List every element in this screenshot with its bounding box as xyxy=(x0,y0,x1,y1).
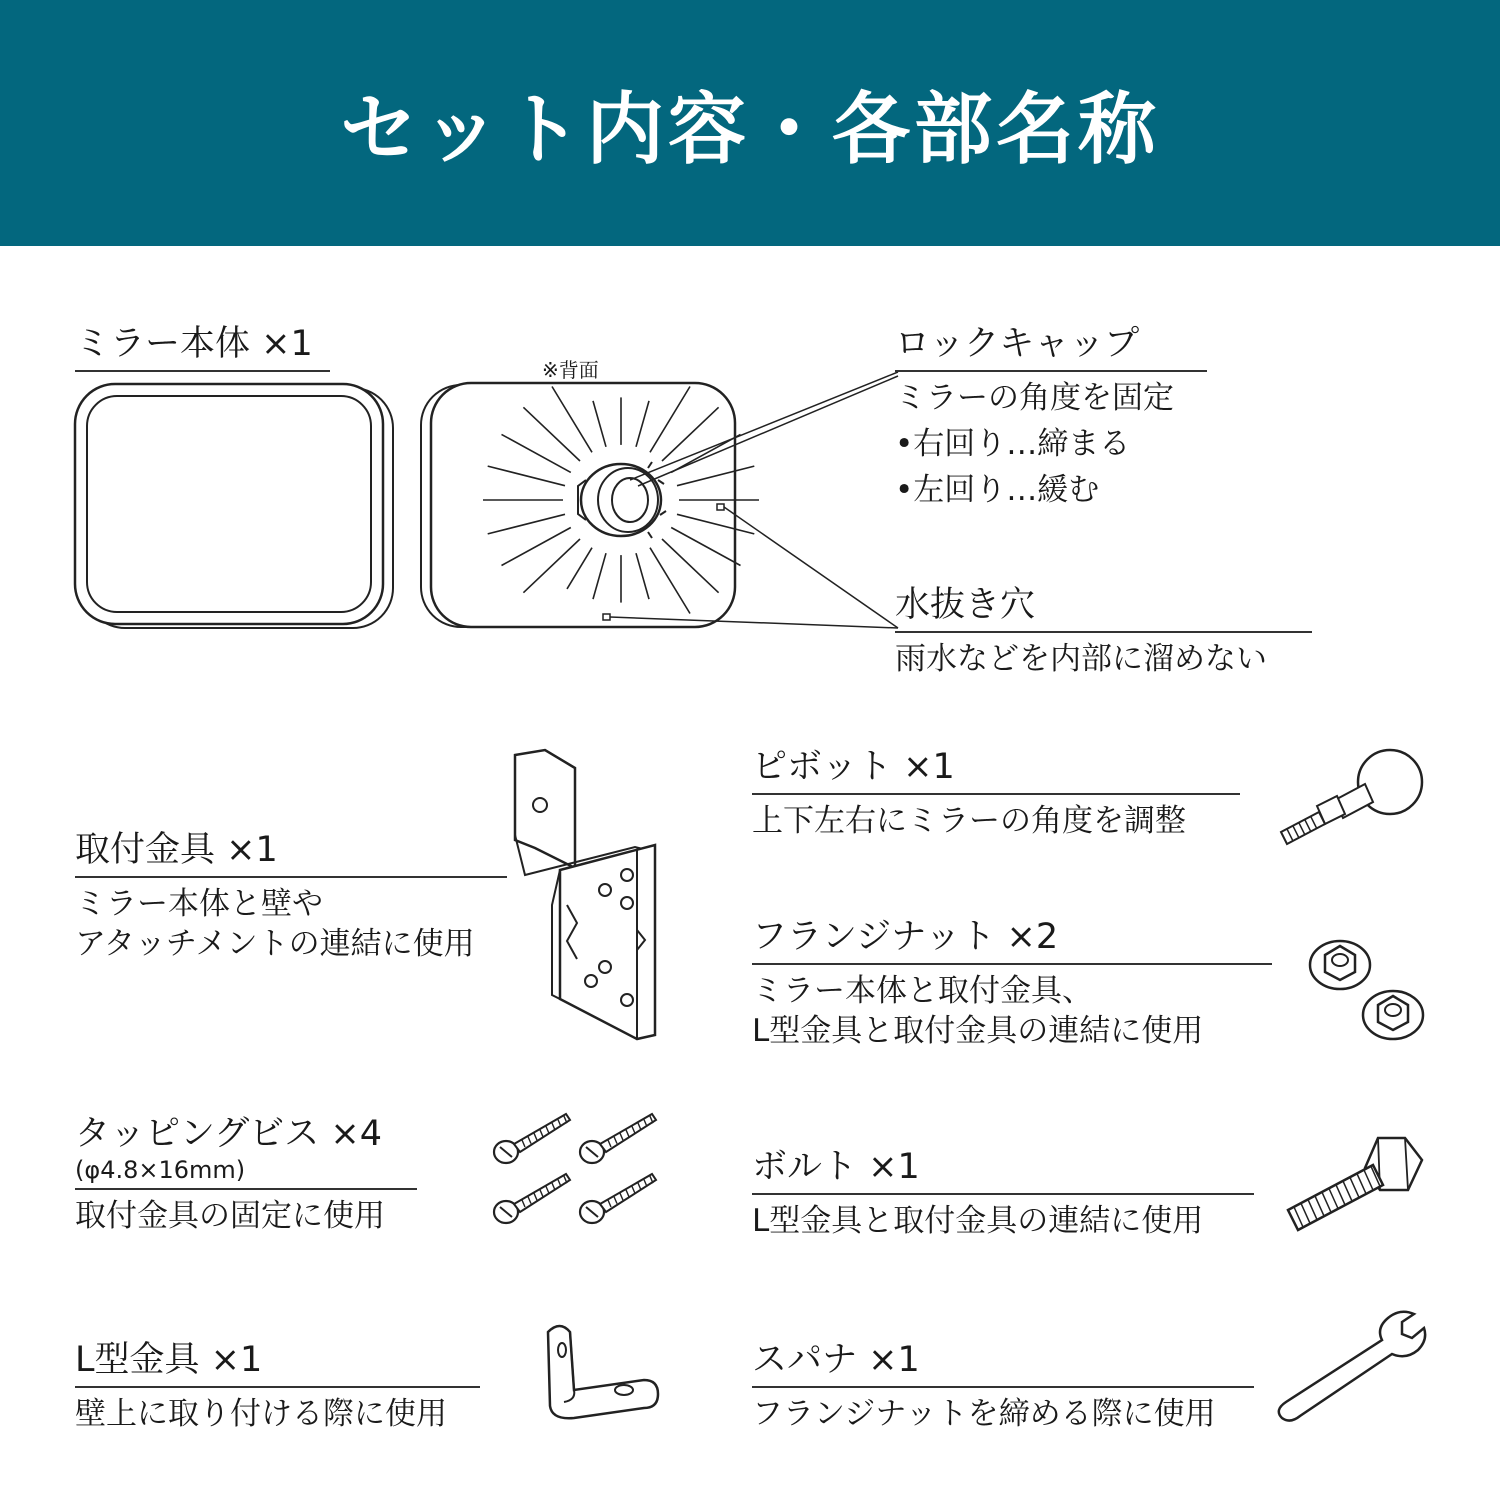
tapping-screw-title: タッピングビス ×4 xyxy=(75,1114,383,1154)
bolt-rule xyxy=(752,1193,1254,1195)
tapping-screw-icon xyxy=(494,1114,570,1163)
lock-cap-desc-3: •左回り…緩む xyxy=(895,472,1100,508)
drain-hole-desc: 雨水などを内部に溜めない xyxy=(895,641,1267,677)
tapping-screw-desc: 取付金具の固定に使用 xyxy=(75,1198,385,1234)
lock-cap-desc-1: ミラーの角度を固定 xyxy=(895,380,1174,416)
pivot-rule xyxy=(752,793,1240,795)
bracket-title: 取付金具 ×1 xyxy=(75,830,278,870)
drain-hole-label-group xyxy=(895,583,1312,679)
pivot-label-group xyxy=(752,745,1240,841)
bolt-title: ボルト ×1 xyxy=(752,1147,920,1187)
pivot-desc: 上下左右にミラーの角度を調整 xyxy=(752,803,1186,839)
back-note: ※背面 xyxy=(542,358,599,382)
bolt-desc: L型金具と取付金具の連結に使用 xyxy=(752,1203,1204,1239)
l-bracket-desc: 壁上に取り付ける際に使用 xyxy=(75,1396,447,1432)
bracket-illustration xyxy=(505,745,665,1045)
flange-nut-icon-1 xyxy=(1310,941,1370,989)
lock-cap-label-group xyxy=(895,322,1207,510)
flange-nut-desc-2: L型金具と取付金具の連結に使用 xyxy=(752,1013,1204,1049)
tapping-screw-icon xyxy=(580,1114,656,1163)
tapping-screw-spec: (φ4.8×16mm) xyxy=(75,1156,246,1184)
spanner-illustration xyxy=(1272,1310,1430,1425)
drain-hole-rule xyxy=(895,631,1312,633)
pivot-illustration xyxy=(1275,742,1430,852)
bracket-desc-2: アタッチメントの連結に使用 xyxy=(75,926,475,962)
spanner-title: スパナ ×1 xyxy=(752,1340,920,1380)
page-title: セット内容・各部名称 xyxy=(339,85,1160,175)
flange-nut-label-group xyxy=(752,915,1272,1051)
bracket-label-group xyxy=(75,828,507,964)
bolt-illustration xyxy=(1280,1130,1430,1240)
flange-nut-desc-1: ミラー本体と取付金具、 xyxy=(752,973,1093,1009)
tapping-screw-icons xyxy=(494,1114,656,1223)
spanner-desc: フランジナットを締める際に使用 xyxy=(752,1396,1216,1432)
tapping-screw-icon xyxy=(494,1174,570,1223)
bolt-label-group xyxy=(752,1145,1254,1241)
l-bracket-rule xyxy=(75,1386,480,1388)
l-bracket-title: L型金具 ×1 xyxy=(75,1340,263,1380)
lock-cap-rule xyxy=(895,370,1207,372)
l-bracket-illustration xyxy=(540,1322,665,1422)
tapping-screw-rule xyxy=(75,1188,417,1190)
bracket-desc-1: ミラー本体と壁や xyxy=(75,886,323,922)
drain-hole-title: 水抜き穴 xyxy=(895,585,1036,625)
tapping-screw-label-group xyxy=(75,1112,417,1236)
tapping-screws-illustration xyxy=(488,1112,668,1237)
flange-nut-icon-2 xyxy=(1363,991,1423,1039)
spanner-rule xyxy=(752,1386,1254,1388)
flange-nuts-illustration xyxy=(1305,930,1430,1045)
pivot-title: ピボット ×1 xyxy=(752,747,955,787)
flange-nut-title: フランジナット ×2 xyxy=(752,917,1059,957)
l-bracket-label-group xyxy=(75,1338,480,1434)
bracket-rule xyxy=(75,876,507,878)
mirror-title: ミラー本体 ×1 xyxy=(75,324,313,364)
lock-cap-title: ロックキャップ xyxy=(895,324,1140,364)
flange-nut-rule xyxy=(752,963,1272,965)
tapping-screw-icon xyxy=(580,1174,656,1223)
lock-cap-desc-2: •右回り…締まる xyxy=(895,426,1131,462)
spanner-label-group xyxy=(752,1338,1254,1434)
